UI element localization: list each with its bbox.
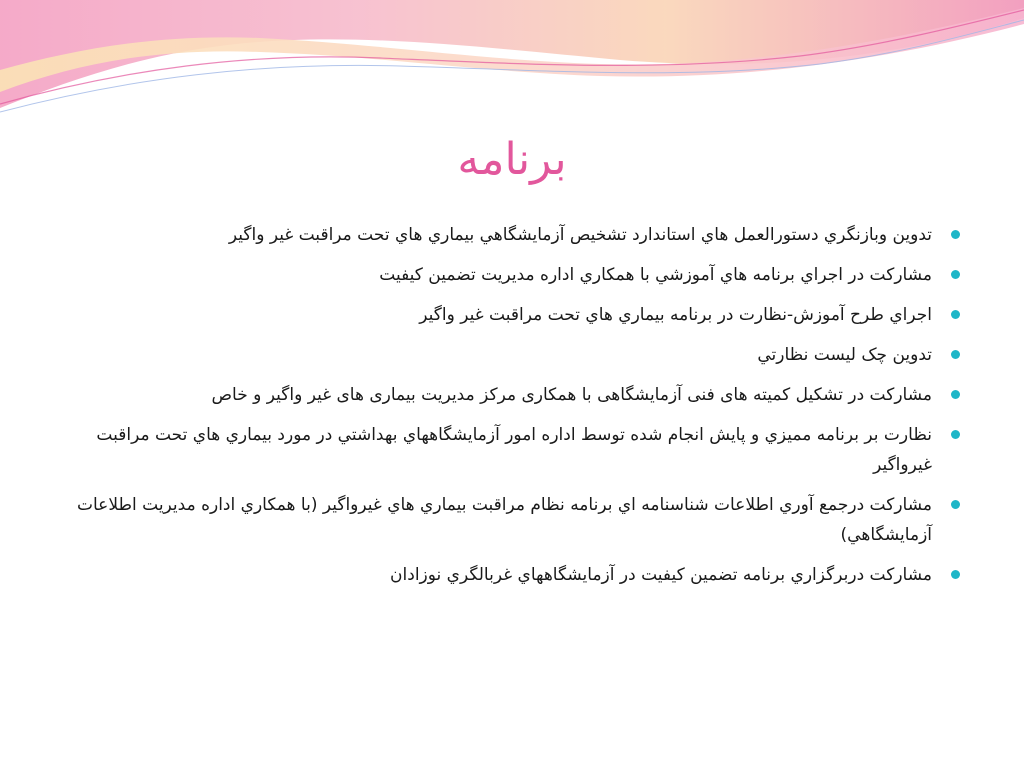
bullet-text: تدوين وبازنگري دستورالعمل هاي استاندارد تشخيص آزمايشگاهي بيماري هاي تحت مراقبت غير واگير xyxy=(228,225,932,245)
bullet-dot-icon xyxy=(951,230,960,239)
bullet-text: مشاركت دربرگزاري برنامه تضمين كيفيت در آزمايشگاههاي غربالگري نوزادان xyxy=(390,565,932,585)
decorative-wave-header xyxy=(0,0,1024,130)
bullet-text: مشارکت در تشکیل کمیته های فنی آزمایشگاهی با همکاری مرکز مدیریت بیماری های غیر واگیر و خاص xyxy=(211,385,932,405)
bullet-dot-icon xyxy=(951,350,960,359)
bullet-item xyxy=(70,420,962,480)
bullet-item xyxy=(70,260,962,290)
bullet-item xyxy=(70,490,962,550)
bullet-item xyxy=(70,220,962,250)
bullet-text: تدوين چک ليست نظارتي xyxy=(757,345,932,365)
bullet-text: اجراي طرح آموزش-نظارت در برنامه بيماري هاي تحت مراقبت غير واگير xyxy=(419,305,932,325)
bullet-item xyxy=(70,380,962,410)
bullet-dot-icon xyxy=(951,500,960,509)
bullet-dot-icon xyxy=(951,430,960,439)
slide-title: برنامه xyxy=(457,134,567,185)
bullet-text: مشاركت در اجراي برنامه هاي آموزشي با همكاري اداره مديريت تضمين كيفيت xyxy=(379,265,932,285)
bullet-dot-icon xyxy=(951,270,960,279)
bullet-text: نظارت بر برنامه مميزي و پايش انجام شده توسط اداره امور آزمايشگاههاي بهداشتي در مورد بيماري هاي تحت مراقبت غيرواگير xyxy=(96,425,932,475)
bullet-dot-icon xyxy=(951,570,960,579)
bullet-item xyxy=(70,560,962,590)
bullet-dot-icon xyxy=(951,310,960,319)
bullet-dot-icon xyxy=(951,390,960,399)
bullet-text: مشاركت درجمع آوري اطلاعات شناسنامه اي برنامه نظام مراقبت بيماري هاي غيرواگير (با همكاري اداره مديريت اطلاعات آزمايشگاهي) xyxy=(77,495,932,545)
bullet-item xyxy=(70,300,962,330)
bullet-item xyxy=(70,340,962,370)
bullet-list xyxy=(70,220,962,600)
